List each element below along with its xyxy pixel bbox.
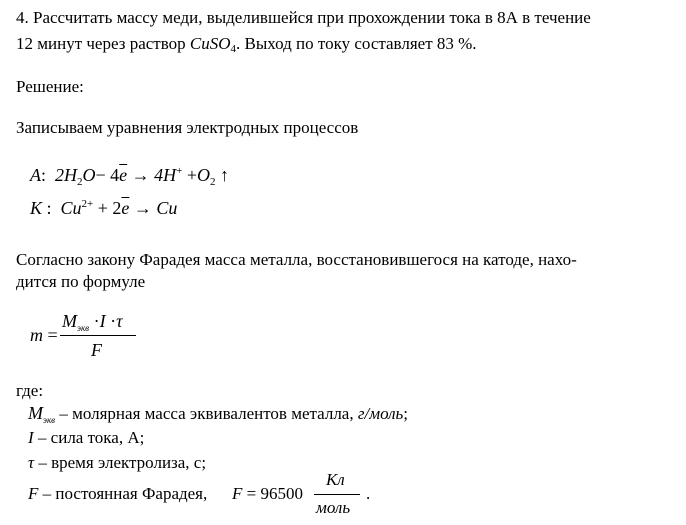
num-molar-mass: M bbox=[62, 311, 77, 331]
def-current bbox=[28, 428, 144, 448]
def-faraday-value bbox=[232, 484, 303, 504]
formula-fraction-bar bbox=[60, 335, 136, 336]
faraday-unit-denominator: моль bbox=[316, 498, 351, 517]
num-dot-1: · bbox=[93, 311, 100, 331]
def-i-symbol: I bbox=[28, 428, 34, 447]
copper-metal: Cu bbox=[156, 198, 178, 218]
def-f-symbol: F bbox=[28, 484, 39, 503]
electrode-intro: Записываем уравнения электродных процессов bbox=[16, 118, 359, 137]
faraday-text-line-1: Согласно закону Фарадея масса металла, восстановившегося на катоде, нахо- bbox=[16, 250, 577, 269]
def-tau-symbol: τ bbox=[28, 453, 35, 472]
cathode-label: K bbox=[30, 198, 43, 218]
def-m-symbol: M bbox=[28, 403, 43, 423]
water-sub: 2 bbox=[77, 176, 83, 188]
faraday-unit-numerator: Кл bbox=[326, 470, 345, 489]
oxygen-sub: 2 bbox=[210, 176, 216, 188]
problem-line-1: 4. Рассчитать массу меди, выделившейся при прохождении тока в 8А в течение bbox=[16, 8, 591, 27]
problem-text: 12 минут через раствор bbox=[16, 34, 190, 53]
anode-arrow: → bbox=[131, 165, 150, 185]
num-dot-2: · bbox=[110, 311, 117, 331]
copper-ion-charge: 2+ bbox=[81, 198, 94, 210]
num-molar-mass-sub: экв bbox=[77, 323, 90, 333]
anode-equation bbox=[30, 165, 229, 186]
problem-text-end: . Выход по току составляет 83 %. bbox=[236, 34, 477, 53]
faraday-unit-fraction-bar bbox=[314, 494, 360, 495]
copper-sulfate-formula: CuSO bbox=[189, 34, 231, 53]
mass-symbol: m bbox=[30, 325, 43, 345]
def-tau-text: – время электролиза, с; bbox=[34, 453, 207, 472]
def-m-text: – молярная масса эквивалентов металла, bbox=[55, 404, 358, 423]
def-i-text: – сила тока, А; bbox=[33, 428, 145, 447]
faraday-end-period: . bbox=[366, 484, 371, 503]
proton: 4H bbox=[154, 165, 177, 185]
gas-up-arrow-icon: ↑ bbox=[220, 165, 230, 185]
copper-ion: Cu bbox=[60, 198, 82, 218]
num-current: I bbox=[99, 311, 106, 331]
anode-plus: + bbox=[186, 165, 198, 185]
formula-equals: = bbox=[47, 325, 58, 345]
def-time bbox=[28, 453, 206, 473]
cathode-arrow: → bbox=[133, 198, 152, 218]
oxygen: O bbox=[197, 165, 211, 185]
copper-sulfate-subscript: 4 bbox=[230, 43, 237, 55]
cathode-colon: : bbox=[46, 198, 52, 218]
def-f-eq-symbol: F bbox=[232, 484, 243, 503]
solution-heading: Решение: bbox=[16, 77, 84, 96]
num-time: τ bbox=[116, 311, 123, 331]
problem-line-2 bbox=[16, 34, 477, 54]
formula-numerator bbox=[62, 311, 123, 332]
water-o: O bbox=[82, 165, 96, 185]
faraday-text-line-2: дится по формуле bbox=[16, 272, 146, 291]
formula-denominator: F bbox=[91, 340, 102, 360]
where-label: где: bbox=[16, 381, 44, 400]
def-m-unit: г/моль bbox=[357, 404, 404, 423]
anode-colon: : bbox=[41, 165, 47, 185]
cathode-electron-symbol: $\overline{e}$ bbox=[121, 198, 130, 218]
cathode-plus: + 2 bbox=[97, 198, 122, 218]
anode-label: A bbox=[30, 165, 41, 185]
def-m-sub: экв bbox=[43, 415, 56, 425]
electron-symbol: $\overline{e}$ bbox=[119, 165, 128, 185]
def-molar-mass bbox=[28, 403, 408, 424]
cathode-equation bbox=[30, 198, 177, 219]
anode-minus: − 4 bbox=[95, 165, 120, 185]
water-h: 2H bbox=[55, 165, 78, 185]
formula-lhs bbox=[30, 325, 58, 346]
def-f-text: – постоянная Фарадея, bbox=[38, 484, 208, 503]
def-m-end: ; bbox=[403, 404, 409, 423]
def-faraday bbox=[28, 484, 207, 504]
def-f-eq: = 96500 bbox=[242, 484, 303, 503]
proton-charge: + bbox=[176, 165, 183, 177]
